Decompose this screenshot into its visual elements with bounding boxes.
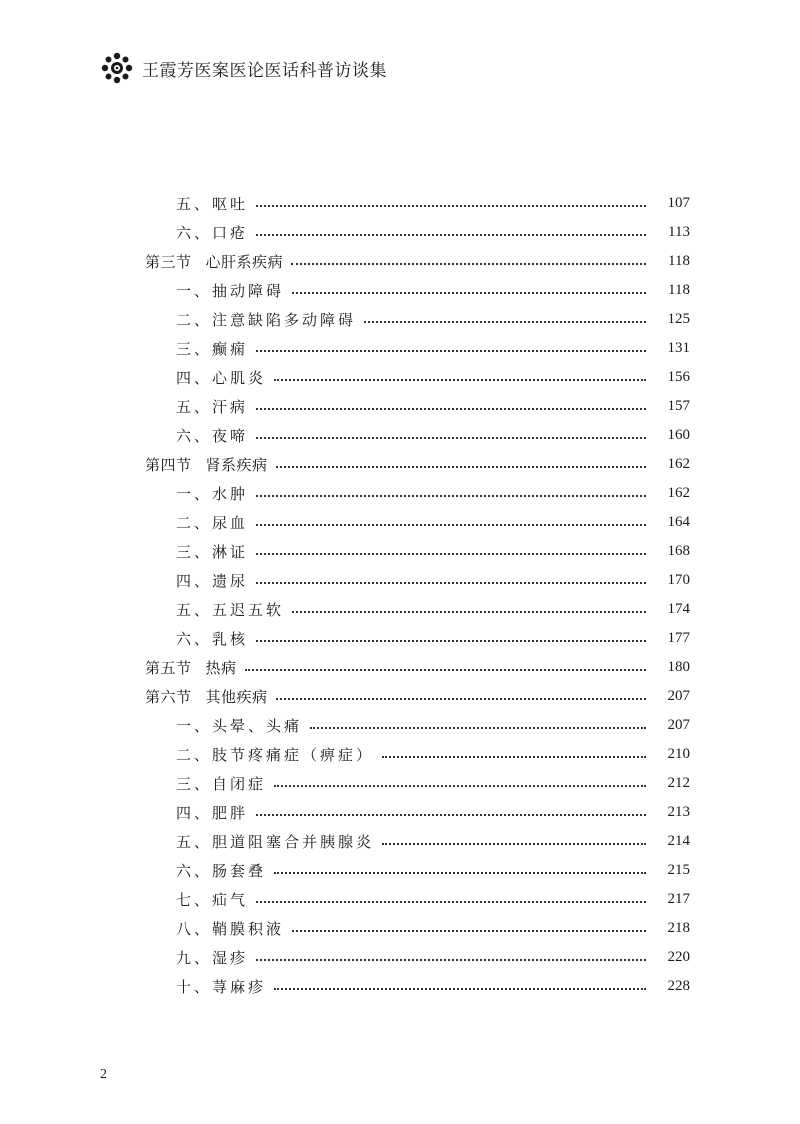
toc-page-number: 228 (667, 978, 690, 994)
toc-page-number: 162 (667, 485, 690, 501)
dot-leader (256, 205, 646, 207)
toc-title: 其他疾病 (205, 688, 268, 706)
toc-entry-row[interactable] (145, 943, 690, 972)
toc-section-number: 第六节 (145, 688, 192, 706)
toc-page-number: 174 (667, 601, 690, 617)
toc-entry-row[interactable] (145, 305, 690, 334)
toc-page-number: 220 (667, 949, 690, 965)
toc-page-number: 164 (667, 514, 690, 530)
toc-title: 二、尿血 (176, 514, 249, 532)
toc-entry-row[interactable] (145, 798, 690, 827)
toc-page-number: 215 (667, 862, 690, 878)
toc-section-row[interactable] (145, 450, 690, 479)
toc-title: 二、注意缺陷多动障碍 (176, 311, 357, 329)
toc-section-row[interactable] (145, 682, 690, 711)
toc-page-number: 212 (667, 775, 690, 791)
dot-leader (256, 582, 646, 584)
toc-entry-row[interactable] (145, 914, 690, 943)
toc-title: 八、鞘膜积液 (176, 920, 285, 938)
dot-leader (276, 698, 646, 700)
toc-title: 三、自闭症 (176, 775, 267, 793)
dot-leader (292, 611, 646, 613)
dot-leader (310, 727, 646, 729)
toc-page-number: 207 (667, 688, 690, 704)
toc-title: 六、肠套叠 (176, 862, 267, 880)
dot-leader (274, 785, 646, 787)
toc-entry-row[interactable] (145, 740, 690, 769)
dot-leader (291, 263, 646, 265)
toc-title: 五、汗病 (176, 398, 249, 416)
dot-leader (382, 843, 646, 845)
toc-title: 六、口疮 (176, 224, 249, 242)
dot-leader (274, 379, 646, 381)
toc-entry-row[interactable] (145, 421, 690, 450)
toc-title: 热病 (205, 659, 237, 677)
toc-section-number: 第三节 (145, 253, 192, 271)
dot-leader (256, 495, 646, 497)
toc-entry-row[interactable] (145, 537, 690, 566)
toc-title: 一、抽动障碍 (176, 282, 285, 300)
toc-page-number: 160 (667, 427, 690, 443)
toc-title: 二、肢节疼痛症（痹症） (176, 746, 375, 764)
toc-entry-row[interactable] (145, 624, 690, 653)
toc-title: 三、癫痫 (176, 340, 249, 358)
toc-title: 六、夜啼 (176, 427, 249, 445)
toc-section-number: 第五节 (145, 659, 192, 677)
toc-title: 六、乳核 (176, 630, 249, 648)
toc-title: 一、水肿 (176, 485, 249, 503)
toc-title: 四、遗尿 (176, 572, 249, 590)
running-header (100, 50, 387, 86)
toc-title: 五、胆道阻塞合并胰腺炎 (176, 833, 375, 851)
toc-title: 四、肥胖 (176, 804, 249, 822)
toc-section-row[interactable] (145, 653, 690, 682)
toc-page-number: 213 (667, 804, 690, 820)
toc-page-number: 177 (667, 630, 690, 646)
table-of-contents (145, 189, 690, 1001)
book-title: 王霞芳医案医论医话科普访谈集 (142, 60, 387, 81)
toc-entry-row[interactable] (145, 595, 690, 624)
toc-entry-row[interactable] (145, 392, 690, 421)
book-emblem-icon (100, 51, 134, 85)
dot-leader (292, 292, 646, 294)
toc-page-number: 157 (667, 398, 690, 414)
dot-leader (256, 814, 646, 816)
dot-leader (274, 988, 646, 990)
toc-title: 四、心肌炎 (176, 369, 267, 387)
toc-page-number: 217 (667, 891, 690, 907)
dot-leader (276, 466, 646, 468)
dot-leader (256, 959, 646, 961)
toc-entry-row[interactable] (145, 566, 690, 595)
toc-title: 五、五迟五软 (176, 601, 285, 619)
toc-entry-row[interactable] (145, 508, 690, 537)
dot-leader (245, 669, 646, 671)
dot-leader (256, 234, 646, 236)
dot-leader (256, 640, 646, 642)
toc-entry-row[interactable] (145, 479, 690, 508)
toc-page-number: 207 (667, 717, 690, 733)
toc-title: 七、疝气 (176, 891, 249, 909)
toc-page-number: 162 (667, 456, 690, 472)
toc-page-number: 180 (667, 659, 690, 675)
toc-page-number: 118 (668, 282, 690, 298)
toc-title: 九、湿疹 (176, 949, 249, 967)
toc-page-number: 218 (667, 920, 690, 936)
toc-title: 三、淋证 (176, 543, 249, 561)
toc-page-number: 113 (668, 224, 690, 240)
toc-page-number: 125 (667, 311, 690, 327)
toc-title: 一、头晕、头痛 (176, 717, 303, 735)
toc-entry-row[interactable] (145, 218, 690, 247)
toc-title: 五、呕吐 (176, 195, 249, 213)
toc-page-number: 131 (667, 340, 690, 356)
dot-leader (256, 524, 646, 526)
toc-entry-row[interactable] (145, 363, 690, 392)
toc-entry-row[interactable] (145, 189, 690, 218)
dot-leader (274, 872, 646, 874)
dot-leader (256, 901, 646, 903)
toc-page-number: 156 (667, 369, 690, 385)
toc-entry-row[interactable] (145, 885, 690, 914)
toc-title: 十、荨麻疹 (176, 978, 267, 996)
toc-entry-row[interactable] (145, 972, 690, 1001)
toc-page-number: 210 (667, 746, 690, 762)
toc-page-number: 118 (668, 253, 690, 269)
dot-leader (364, 321, 646, 323)
toc-page-number: 107 (667, 195, 690, 211)
dot-leader (256, 553, 646, 555)
toc-title: 心肝系疾病 (205, 253, 284, 271)
toc-page-number: 214 (667, 833, 690, 849)
toc-entry-row[interactable] (145, 711, 690, 740)
dot-leader (292, 930, 646, 932)
toc-entry-row[interactable] (145, 856, 690, 885)
toc-title: 肾系疾病 (205, 456, 268, 474)
toc-page-number: 168 (667, 543, 690, 559)
toc-page-number: 170 (667, 572, 690, 588)
dot-leader (382, 756, 646, 758)
toc-entry-row[interactable] (145, 827, 690, 856)
dot-leader (256, 408, 646, 410)
toc-entry-row[interactable] (145, 334, 690, 363)
toc-entry-row[interactable] (145, 769, 690, 798)
page-number: 2 (100, 1067, 107, 1082)
dot-leader (256, 437, 646, 439)
toc-section-row[interactable] (145, 247, 690, 276)
dot-leader (256, 350, 646, 352)
toc-entry-row[interactable] (145, 276, 690, 305)
toc-section-number: 第四节 (145, 456, 192, 474)
